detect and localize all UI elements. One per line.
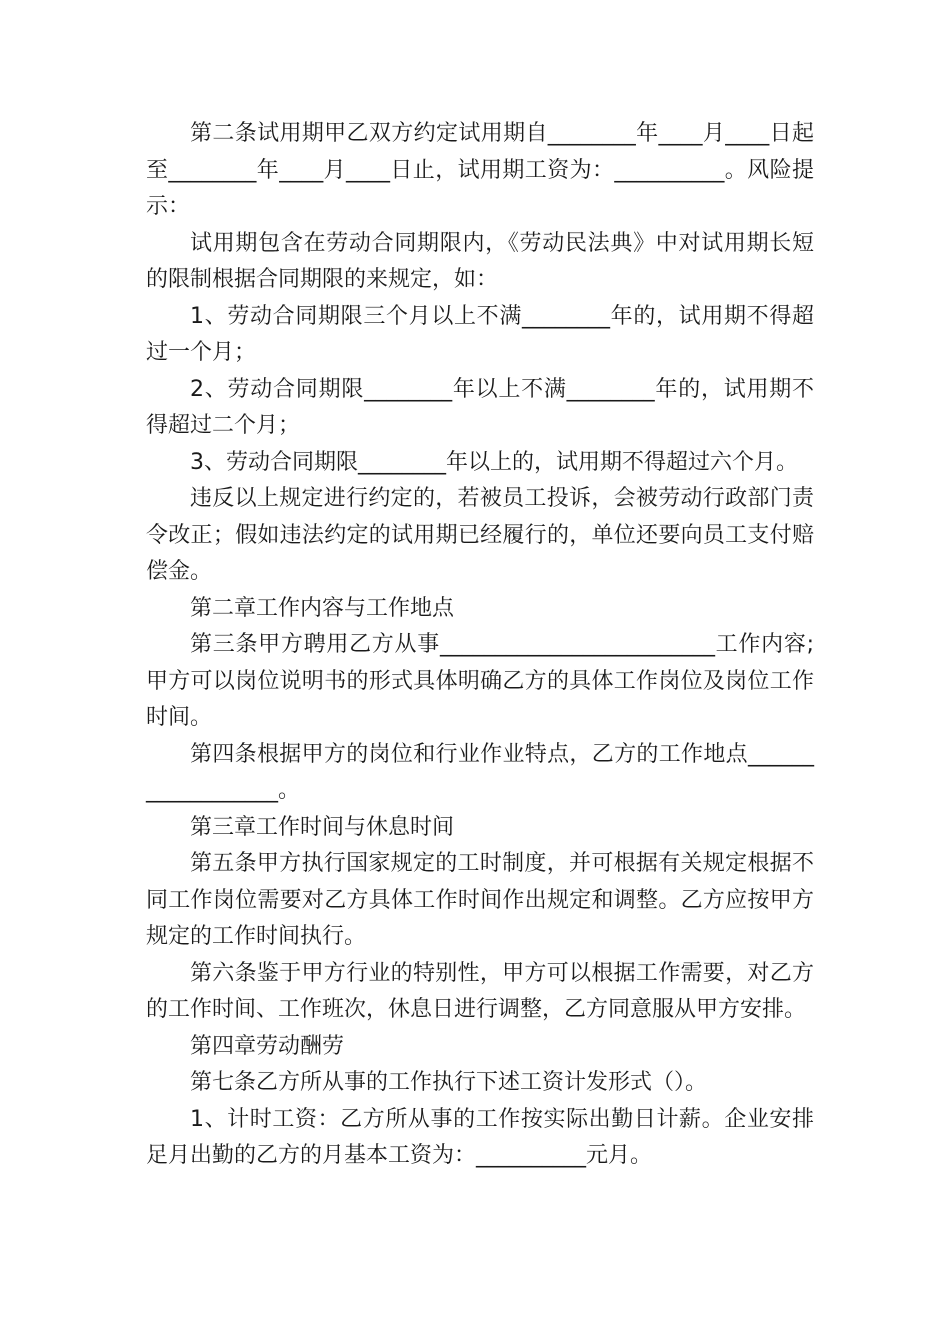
article-7-wage-form: 第七条乙方所从事的工作执行下述工资计发形式（）。 [190,1070,708,1095]
violation-note: 违反以上规定进行约定的，若被员工投诉，会被劳动行政部门责令改正；假如违法约定的试用期已经履行的，单位还要向员工支付赔偿金。 [146,486,814,584]
document-body [146,116,814,1175]
article-5-working-hours: 第五条甲方执行国家规定的工时制度，并可根据有关规定根据不同工作岗位需要对乙方具体工作时间作出规定和调整。乙方应按甲方规定的工作时间执行。 [146,851,814,949]
chapter-3-heading: 第三章工作时间与休息时间 [190,814,455,840]
trial-rule-1: 1、劳动合同期限三个月以上不满________年的，试用期不得超过一个月； [146,303,814,365]
article-4-work-location: 第四条根据甲方的岗位和行业作业特点，乙方的工作地点__________________。 [146,741,814,803]
article-3-job-content: 第三条甲方聘用乙方从事_________________________工作内容;甲方可以岗位说明书的形式具体明确乙方的具体工作岗位及岗位工作时间。 [146,632,814,730]
article-2-trial-period: 第二条试用期甲乙双方约定试用期自________年____月____日起至________年____月____日止，试用期工资为：__________。风险提示： [146,121,814,219]
hourly-wage-clause: 1、计时工资：乙方所从事的工作按实际出勤日计薪。企业安排足月出勤的乙方的月基本工资为：__________元月。 [146,1106,814,1168]
article-6-schedule-adjustment: 第六条鉴于甲方行业的特别性，甲方可以根据工作需要，对乙方的工作时间、工作班次，休息日进行调整，乙方同意服从甲方安排。 [146,960,814,1022]
trial-period-note: 试用期包含在劳动合同期限内，《劳动民法典》中对试用期长短的限制根据合同期限的来规定，如： [146,230,814,292]
trial-rule-2: 2、劳动合同期限________年以上不满________年的，试用期不得超过二个月； [146,376,814,438]
chapter-4-heading: 第四章劳动酬劳 [190,1033,345,1059]
chapter-2-heading: 第二章工作内容与工作地点 [190,595,455,621]
trial-rule-3: 3、劳动合同期限________年以上的，试用期不得超过六个月。 [190,449,798,475]
